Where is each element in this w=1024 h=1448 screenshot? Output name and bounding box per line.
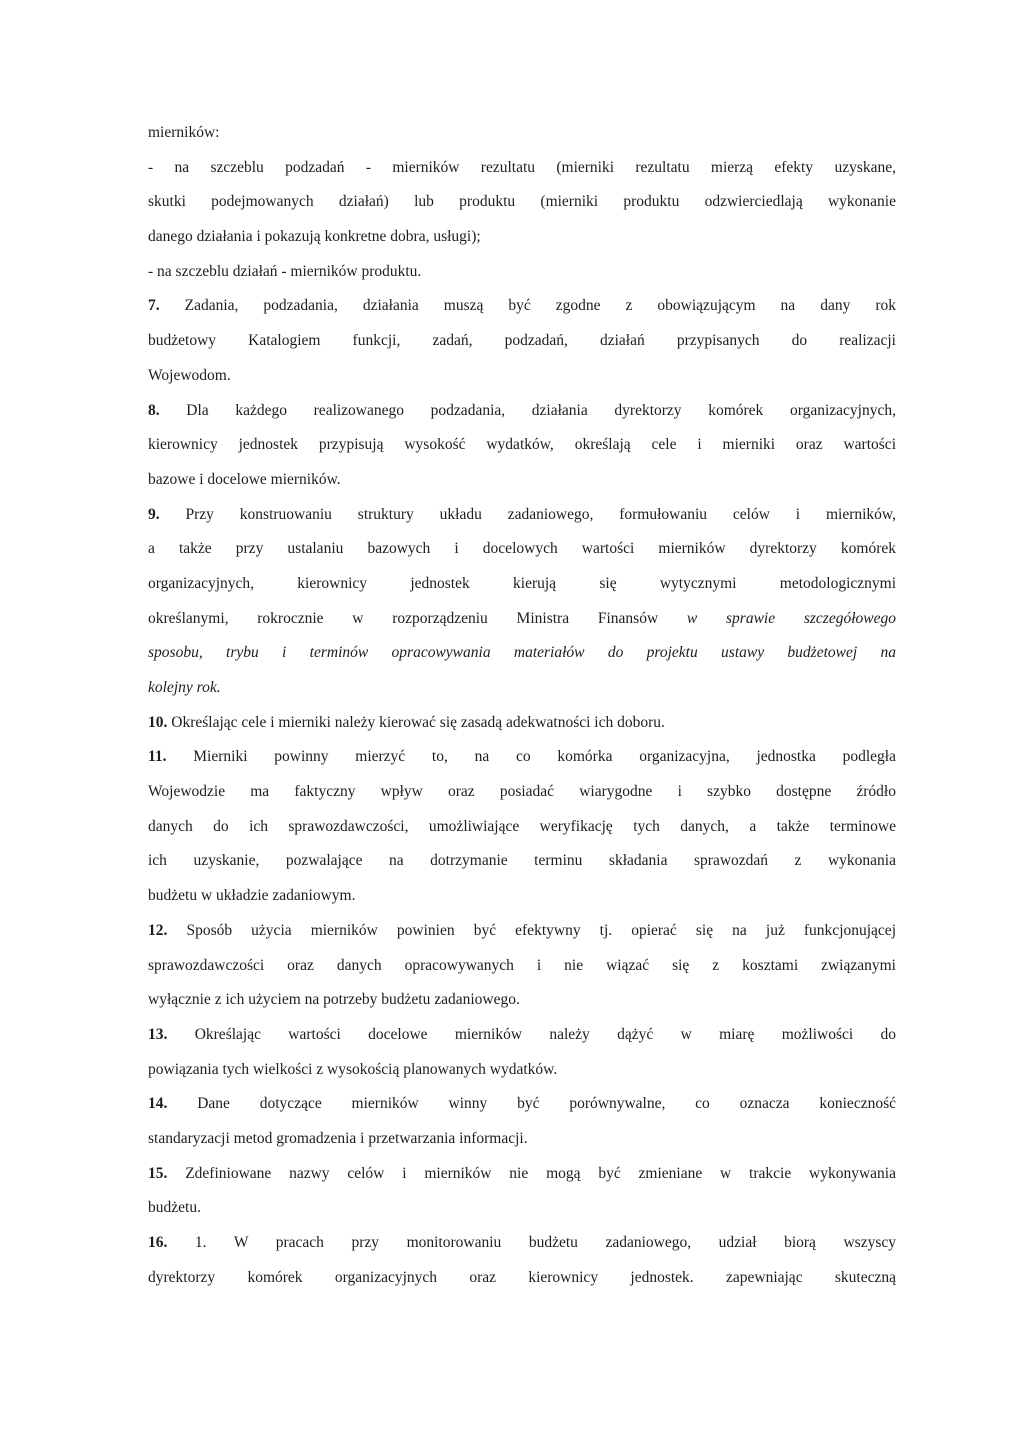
text-line (148, 879, 896, 914)
text-line (148, 1191, 896, 1226)
line-text: Określając cele i mierniki należy kierować się zasadą adekwatności ich doboru. (167, 713, 665, 731)
line-text: dyrektorzy komórek organizacyjnych oraz kierownicy jednostek. zapewniając skuteczną (148, 1268, 896, 1286)
line-text: Wojewodom. (148, 366, 231, 384)
line-text: - na szczeblu podzadań - mierników rezultatu (mierniki rezultatu mierzą efekty uzyskane, (148, 158, 896, 176)
text-line (148, 1087, 896, 1122)
text-line (148, 949, 896, 984)
text-line (148, 498, 896, 533)
line-text: - na szczeblu działań - mierników produktu. (148, 262, 422, 280)
paragraph-number: 13. (148, 1025, 168, 1043)
paragraph-number: 15. (148, 1164, 168, 1182)
line-text: Dla każdego realizowanego podzadania, działania dyrektorzy komórek organizacyjnych, (159, 401, 896, 419)
text-line (148, 775, 896, 810)
text-line (148, 463, 896, 498)
text-line (148, 116, 896, 151)
line-text: standaryzacji metod gromadzenia i przetwarzania informacji. (148, 1129, 528, 1147)
paragraph-number: 9. (148, 505, 160, 523)
line-text: Określając wartości docelowe mierników należy dążyć w miarę możliwości do (167, 1025, 896, 1043)
line-text: bazowe i docelowe mierników. (148, 470, 341, 488)
text-line (148, 810, 896, 845)
paragraph-number: 8. (148, 401, 160, 419)
line-text: mierników: (148, 124, 220, 141)
line-text: kierownicy jednostek przypisują wysokość wydatków, określają cele i mierniki oraz wartości (148, 436, 896, 454)
text-line (148, 740, 896, 775)
text-line (148, 1261, 896, 1296)
line-text: Mierniki powinny mierzyć to, na co komórka organizacyjna, jednostka podległa (166, 748, 896, 766)
line-text: Sposób użycia mierników powinien być efektywny tj. opierać się na już funkcjonującej (167, 921, 896, 939)
text-line (148, 255, 896, 290)
line-text: powiązania tych wielkości z wysokością planowanych wydatków. (148, 1060, 558, 1078)
line-text: określanymi, rokrocznie w rozporządzeniu Ministra Finansów (148, 609, 687, 627)
line-text: 1. W pracach przy monitorowaniu budżetu zadaniowego, udział biorą wszyscy (167, 1234, 896, 1251)
text-line (148, 220, 896, 255)
italic-text: w sprawie szczegółowego (686, 609, 896, 627)
line-text: a także przy ustalaniu bazowych i docelowych wartości mierników dyrektorzy komórek (148, 540, 896, 558)
text-line (148, 1122, 896, 1157)
text-line (148, 428, 896, 463)
line-text: budżetu. (148, 1199, 201, 1217)
text-line (148, 671, 896, 706)
text-line (148, 359, 896, 394)
line-text: Wojewodzie ma faktyczny wpływ oraz posiadać wiarygodne i szybko dostępne źródło (148, 783, 896, 801)
text-line (148, 1157, 896, 1192)
text-line (148, 983, 896, 1018)
text-line (148, 151, 896, 186)
paragraph-number: 16. (148, 1234, 168, 1251)
line-text: danego działania i pokazują konkretne dobra, usługi); (148, 228, 481, 246)
text-line (148, 532, 896, 567)
line-text: Zadania, podzadania, działania muszą być zgodne z obowiązującym na dany rok (159, 297, 896, 315)
paragraph-number: 12. (148, 921, 168, 939)
italic-text: sposobu, trybu i terminów opracowywania materiałów do projektu ustawy budżetowej na (148, 644, 896, 662)
line-text: Przy konstruowaniu struktury układu zadaniowego, formułowaniu celów i mierników, (159, 505, 896, 523)
line-text: Zdefiniowane nazwy celów i mierników nie mogą być zmieniane w trakcie wykonywania (167, 1164, 896, 1182)
line-text: wyłącznie z ich użyciem na potrzeby budżetu zadaniowego. (148, 991, 520, 1009)
line-text: ich uzyskanie, pozwalające na dotrzymanie terminu składania sprawozdań z wykonania (148, 852, 896, 870)
paragraph-number: 10. (148, 713, 168, 731)
italic-text: kolejny rok. (148, 679, 221, 696)
paragraph-number: 11. (148, 748, 167, 766)
line-text: skutki podejmowanych działań) lub produktu (mierniki produktu odzwierciedlają wykonanie (148, 193, 896, 211)
line-text: budżetu w układzie zadaniowym. (148, 887, 356, 905)
text-line (148, 567, 896, 602)
text-line (148, 324, 896, 359)
text-line (148, 706, 896, 741)
line-text: danych do ich sprawozdawczości, umożliwiające weryfikację tych danych, a także terminowe (148, 817, 896, 835)
text-line (148, 914, 896, 949)
line-text: sprawozdawczości oraz danych opracowywanych i nie wiązać się z kosztami związanymi (148, 956, 896, 974)
line-text: Dane dotyczące mierników winny być porównywalne, co oznacza konieczność (167, 1095, 896, 1113)
line-text: budżetowy Katalogiem funkcji, zadań, podzadań, działań przypisanych do realizacji (148, 332, 896, 350)
paragraph-number: 7. (148, 297, 160, 315)
text-line (148, 1053, 896, 1088)
text-line (148, 636, 896, 671)
text-line (148, 844, 896, 879)
text-line (148, 185, 896, 220)
text-line (148, 1226, 896, 1261)
text-line (148, 289, 896, 324)
text-line (148, 394, 896, 429)
line-text: organizacyjnych, kierownicy jednostek kierują się wytycznymi metodologicznymi (148, 574, 896, 592)
text-line (148, 602, 896, 637)
text-line (148, 1018, 896, 1053)
paragraph-number: 14. (148, 1095, 168, 1113)
